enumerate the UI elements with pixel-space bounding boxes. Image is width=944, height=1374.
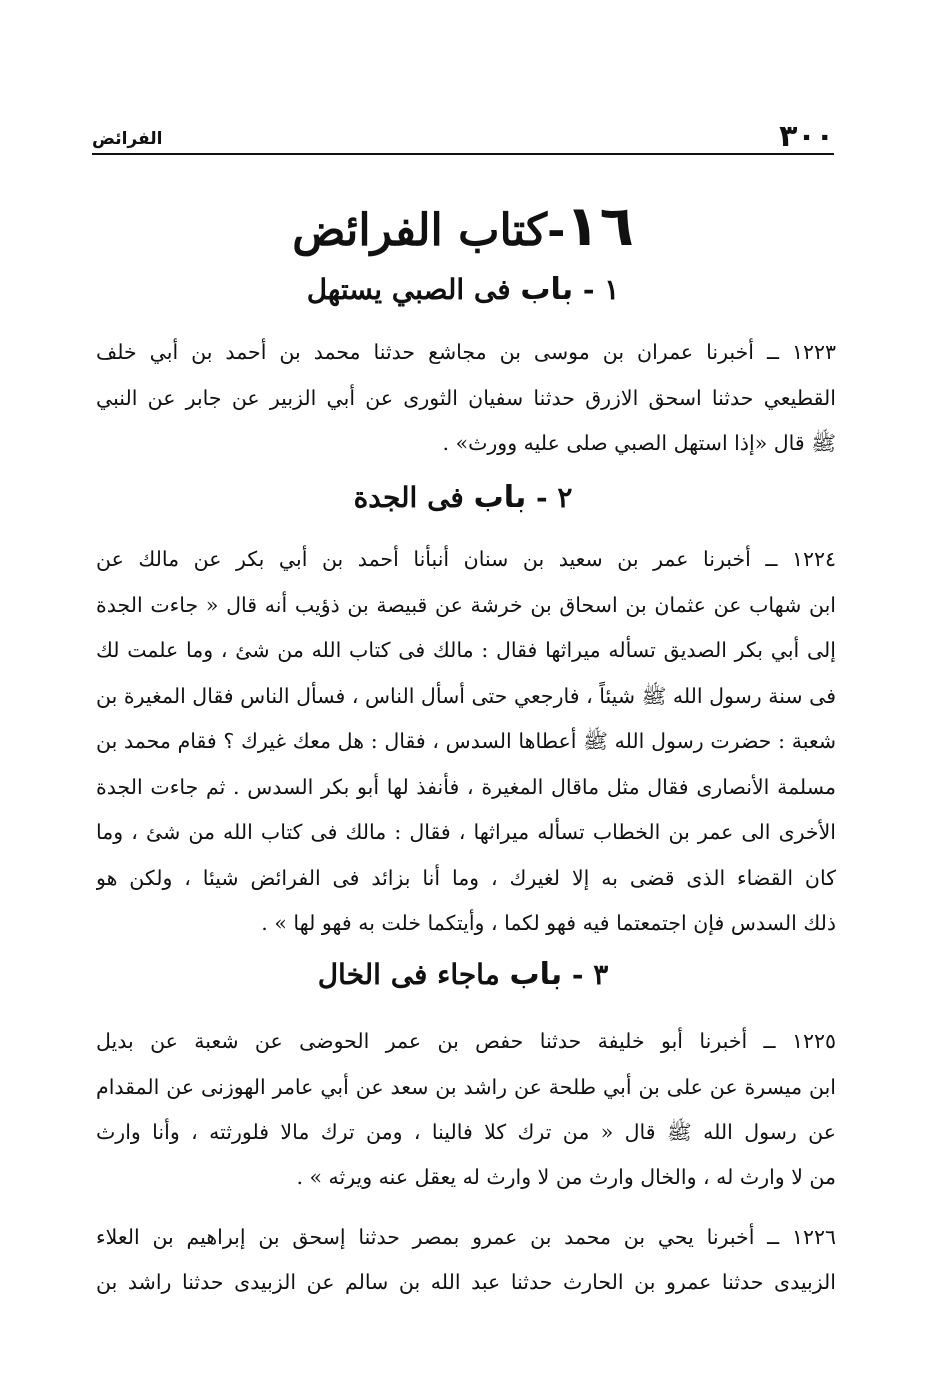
text-line: إلى أبي بكر الصديق تسأله ميراثها فقال : مالك فى كتاب الله من شئ ، وما علمت لك — [96, 638, 836, 662]
running-title: الفرائض — [92, 129, 163, 149]
chapter-number: ٢ - — [536, 481, 573, 514]
text-line: القطيعي حدثنا اسحق الازرق حدثنا سفيان الثورى عن أبي الزبير عن جابر عن النبي — [96, 386, 836, 410]
text-line: الأخرى الى عمر بن الخطاب تسأله ميراثها ، فقال : مالك فى كتاب الله من شئ ، وما — [96, 820, 836, 844]
text-line: ابن شهاب عن عثمان بن اسحاق بن خرشة عن قبيصة بن ذؤيب أنه قال « جاءت الجدة — [96, 593, 836, 617]
text-line: ذلك السدس فإن اجتمعتما فيه فهو لكما ، وأيتكما خلت به فهو لها » . — [261, 911, 836, 935]
page-number: ٣٠٠ — [779, 119, 834, 154]
chapter-title: فى الصبي يستهل — [306, 273, 511, 306]
header-rule — [92, 153, 834, 155]
chapter-title: فى الجدة — [353, 481, 464, 514]
running-head — [92, 112, 834, 152]
text-line: عن رسول الله ﷺ قال « من ترك كلا فالينا ، ومن ترك مالا فلورثته ، وأنا وارث — [96, 1120, 836, 1144]
book-title-text: -كتاب الفرائض — [292, 205, 566, 256]
chapter-heading-2 — [92, 476, 834, 520]
text-line: فى سنة رسول الله ﷺ شيئاً ، فارجعي حتى أسأل الناس ، فسأل الناس فقال المغيرة بن — [96, 684, 836, 708]
text-line: الزبيدى حدثنا عمرو بن الحارث حدثنا عبد الله بن سالم عن الزبيدى حدثنا راشد بن — [96, 1270, 836, 1294]
book-number: ١٦ — [565, 194, 634, 259]
chapter-number: ٣ - — [571, 958, 609, 991]
text-line: من لا وارث له ، والخال وارث من لا وارث له يعقل عنه ويرثه » . — [296, 1165, 836, 1189]
text-line: مسلمة الأنصارى فقال مثل ماقال المغيرة ، فأنفذ لها أبو بكر السدس . ثم جاءت الجدة — [96, 775, 836, 799]
chapter-heading-1 — [92, 268, 834, 312]
text-line: ﷺ قال «إذا استهل الصبي صلى عليه وورث» . — [442, 431, 836, 455]
chapter-heading-3 — [92, 953, 834, 997]
chapter-bab: باب — [473, 480, 527, 515]
text-line: ١٢٢٥ ــ أخبرنا أبو خليفة حدثنا حفص بن عمر الحوضى عن شعبة عن بديل — [96, 1029, 836, 1053]
text-line: كان القضاء الذى قضى به إلا لغيرك ، وما أنا بزائد فى الفرائض شيئا ، ولكن هو — [96, 866, 836, 890]
chapter-number: ١ - — [582, 273, 620, 306]
chapter-title: ماجاء فى الخال — [317, 958, 500, 991]
text-line: ١٢٢٣ ــ أخبرنا عمران بن موسى بن مجاشع حدثنا محمد بن أحمد بن أبي خلف — [96, 340, 836, 364]
book-title — [92, 192, 834, 266]
chapter-bab: باب — [509, 957, 563, 992]
text-line: ابن ميسرة عن على بن أبي طلحة عن راشد بن سعد عن أبي عامر الهوزنى عن المقدام — [96, 1075, 836, 1099]
text-line: ١٢٢٤ ــ أخبرنا عمر بن سعيد بن سنان أنبأنا أحمد بن أبي بكر عن مالك عن — [96, 547, 836, 571]
text-line: شعبة : حضرت رسول الله ﷺ أعطاها السدس ، فقال : هل معك غيرك ؟ فقام محمد بن — [96, 729, 836, 753]
chapter-bab: باب — [520, 272, 574, 307]
text-line: ١٢٢٦ ــ أخبرنا يحي بن محمد بن عمرو بمصر حدثنا إسحق بن إبراهيم بن العلاء — [96, 1225, 836, 1249]
